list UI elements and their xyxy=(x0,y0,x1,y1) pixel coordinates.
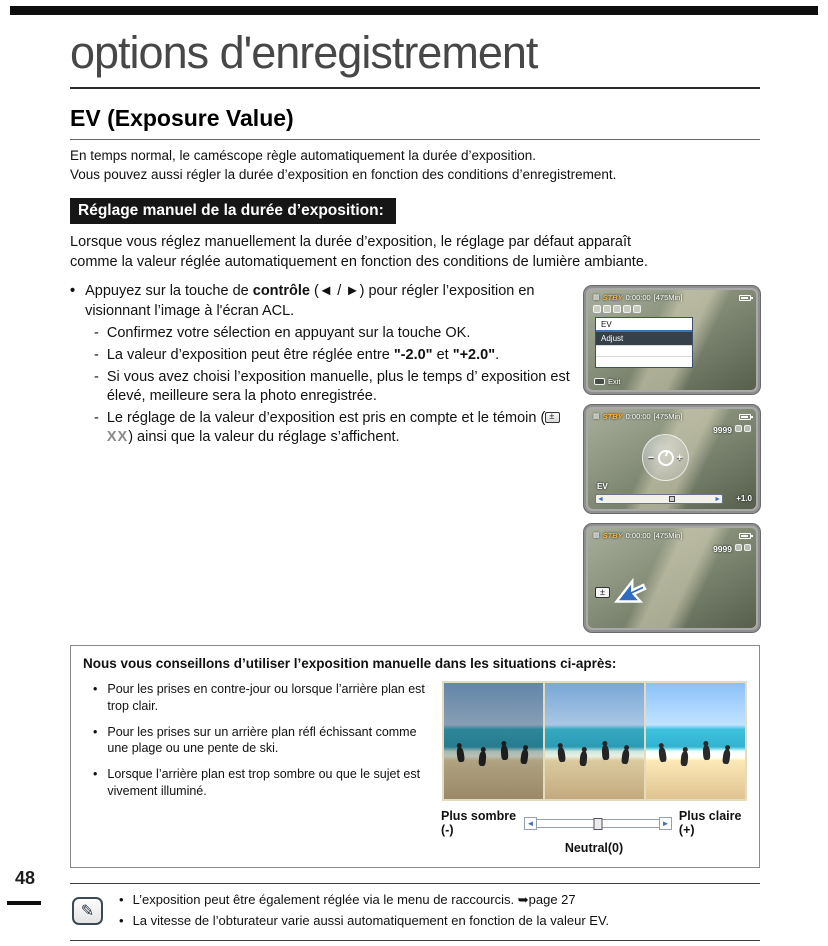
person-silhouette xyxy=(702,745,710,760)
note-list xyxy=(119,892,760,930)
person-silhouette xyxy=(621,749,630,765)
bullet-marker: • xyxy=(119,892,124,908)
scale-right-arrow-icon: ► xyxy=(659,817,672,830)
sub2-mid: et xyxy=(432,346,453,363)
ev-value: +1.0 xyxy=(736,494,752,504)
advice-box xyxy=(70,645,760,868)
lcd-screenshots-column xyxy=(584,286,760,632)
quality-icon xyxy=(735,425,742,432)
sub2-value-min: "-2.0" xyxy=(393,346,433,363)
dash-marker: - xyxy=(94,410,99,427)
ev-indicator-icon xyxy=(545,412,560,423)
sub2-value-max: "+2.0" xyxy=(452,346,496,363)
beach-photo-darker xyxy=(444,683,543,799)
description-line-1: Lorsque vous réglez manuellement la durée d’exposition, le réglage par défaut apparaît xyxy=(70,234,632,251)
person-silhouette xyxy=(722,749,731,765)
sub4-post: ) ainsi que la valeur du réglage s’affichent. xyxy=(128,429,400,446)
exposure-scale-row xyxy=(441,809,747,837)
menu-title: EV xyxy=(596,318,692,332)
exposure-scale xyxy=(524,817,672,830)
sub4-pre: Le réglage de la valeur d’exposition est pris en compte et le témoin ( xyxy=(106,410,546,427)
shortcut-icon-row xyxy=(593,305,641,313)
timecode: 0:00:00 xyxy=(625,293,651,303)
ev-label: EV xyxy=(597,482,608,492)
instruction-sub-2 xyxy=(94,346,570,365)
remaining-time: [475Min] xyxy=(653,531,683,541)
instructions-row xyxy=(70,282,760,632)
dash-marker: - xyxy=(94,324,99,341)
instruction-sub-3 xyxy=(94,368,570,406)
instructions-list xyxy=(70,282,570,632)
media-icon xyxy=(744,544,751,551)
person-silhouette xyxy=(520,749,529,765)
instruction-sub-1-text: Confirmez votre sélection en appuyant sur la touche OK. xyxy=(106,324,471,341)
person-silhouette xyxy=(478,750,486,766)
beach-photo-lighter xyxy=(646,683,745,799)
intro-paragraph xyxy=(70,147,760,184)
note-item-1 xyxy=(119,892,760,909)
ev-menu-panel xyxy=(595,317,693,368)
ev-slider xyxy=(595,494,723,504)
intro-line-1: En temps normal, le caméscope règle automatiquement la durée d’exposition. xyxy=(70,148,537,163)
ev-indicator-icon xyxy=(595,587,610,598)
note-item-2-text: La vitesse de l’obturateur varie aussi automatiquement en fonction de la valeur EV. xyxy=(132,913,610,929)
instruction-main-post: (◄ / ►) pour régler l’exposition en visionnant l’image à l'écran ACL. xyxy=(85,283,535,319)
lcd-status-bar xyxy=(593,531,751,540)
advice-bullet-2 xyxy=(93,724,431,757)
advice-bullet-3 xyxy=(93,766,431,799)
advice-bullet-1 xyxy=(93,681,431,714)
exit-hint xyxy=(594,377,621,386)
person-silhouette xyxy=(680,750,688,766)
record-mode-icon: ▦ xyxy=(593,294,600,302)
remaining-time: [475Min] xyxy=(653,412,683,422)
person-silhouette xyxy=(557,747,566,763)
advice-bullet-2-text: Pour les prises sur un arrière plan réfl échissant comme une plage ou une pente de ski. xyxy=(107,724,417,756)
dash-marker: - xyxy=(94,346,99,363)
bullet-marker: • xyxy=(93,682,98,697)
menu-button-icon xyxy=(594,378,605,385)
record-mode-icon: ▦ xyxy=(593,413,600,421)
instruction-main-pre: Appuyez sur la touche de xyxy=(85,283,253,300)
note-item-2 xyxy=(119,913,760,930)
timecode: 0:00:00 xyxy=(625,531,651,541)
neutral-label: Neutral(0) xyxy=(564,841,624,856)
mode-icon xyxy=(593,305,601,313)
sub4-value-placeholder: XX xyxy=(106,429,129,446)
slider-left-arrow-icon: ◄ xyxy=(597,496,604,504)
note-item-1-text: L’exposition peut être également réglée via le menu de raccourcis. ➥page 27 xyxy=(132,892,576,908)
intro-line-2: Vous pouvez aussi régler la durée d’exposition en fonction des conditions d’enregistrement. xyxy=(70,166,617,182)
sub2-post: . xyxy=(495,346,500,363)
timecode: 0:00:00 xyxy=(625,412,651,422)
instruction-main xyxy=(70,282,570,320)
page-number: 48 xyxy=(15,868,36,888)
beach-photo-neutral xyxy=(545,683,644,799)
dash-marker: - xyxy=(94,368,99,385)
lcd-screenshot-dial xyxy=(584,405,760,513)
photo-counter-icons xyxy=(735,544,751,551)
description-paragraph xyxy=(70,233,760,272)
section-heading: EV (Exposure Value) xyxy=(70,105,760,140)
lcd-status-bar xyxy=(593,293,751,302)
lcd-screenshot-result xyxy=(584,524,760,632)
exit-label: Exit xyxy=(608,377,621,387)
person-silhouette xyxy=(658,747,667,763)
cursor-arrow-icon xyxy=(612,570,648,606)
person-silhouette xyxy=(456,747,465,763)
notes-footer xyxy=(70,883,760,941)
remaining-time: [475Min] xyxy=(653,293,683,303)
instruction-sub-3-text: Si vous avez choisi l’exposition manuelle, plus le temps d’ exposition est élevé, meilleure sera la photo enregistrée. xyxy=(106,368,570,404)
advice-bullet-list xyxy=(83,681,431,855)
photo-counter: 9999 xyxy=(713,544,732,555)
advice-title: Nous vous conseillons d’utiliser l’exposition manuelle dans les situations ci-après: xyxy=(83,656,617,672)
mode-icon xyxy=(623,305,631,313)
slider-right-arrow-icon: ► xyxy=(714,496,721,504)
exposure-example-visual xyxy=(441,681,747,855)
dial-knob-icon xyxy=(657,450,673,466)
page-number-underline xyxy=(7,901,41,905)
quality-icon xyxy=(735,544,742,551)
person-silhouette xyxy=(601,745,609,760)
subsection-header: Réglage manuel de la durée d’exposition: xyxy=(70,198,396,224)
mode-icon xyxy=(603,305,611,313)
instruction-sub-4 xyxy=(94,409,570,447)
instruction-sublist xyxy=(70,324,570,448)
media-icon xyxy=(744,425,751,432)
bullet-marker: • xyxy=(70,283,76,300)
mode-icon xyxy=(613,305,621,313)
menu-empty-row xyxy=(596,356,692,367)
scale-track xyxy=(537,819,659,828)
lcd-status-bar xyxy=(593,412,751,421)
advice-bullet-1-text: Pour les prises en contre-jour ou lorsque l’arrière plan est trop clair. xyxy=(107,682,425,713)
chapter-title: options d'enregistrement xyxy=(70,27,760,89)
bullet-marker: • xyxy=(119,913,124,929)
beach-photo-strip xyxy=(442,681,747,801)
note-pencil-icon: ✎ xyxy=(72,897,103,925)
dial-plus-label: + xyxy=(676,451,683,464)
menu-empty-row xyxy=(596,345,692,356)
advice-bullet-3-text: Lorsque l’arrière plan est trop sombre ou que le sujet est vivement illuminé. xyxy=(107,767,421,798)
photo-counter: 9999 xyxy=(713,425,732,436)
darker-label: Plus sombre (-) xyxy=(441,809,517,838)
mode-icon xyxy=(633,305,641,313)
scale-neutral-marker xyxy=(593,818,602,830)
bullet-marker: • xyxy=(93,767,98,782)
manual-page-content xyxy=(70,27,760,941)
dial-minus-label: − xyxy=(647,451,655,464)
menu-item-adjust: Adjust xyxy=(596,332,692,345)
description-line-2: comme la valeur réglée automatiquement en fonction des conditions de lumière ambiante. xyxy=(70,253,648,270)
instruction-sub-1 xyxy=(94,324,570,343)
top-border-bar xyxy=(10,6,818,15)
slider-marker xyxy=(669,496,675,502)
battery-icon xyxy=(739,295,751,301)
battery-icon xyxy=(739,533,751,539)
lcd-screenshot-menu xyxy=(584,286,760,394)
instruction-main-text xyxy=(85,282,570,320)
battery-icon xyxy=(739,414,751,420)
instruction-sub-2-text xyxy=(107,346,499,365)
photo-counter-icons xyxy=(735,425,751,432)
stby-indicator: STBY xyxy=(602,531,623,541)
stby-indicator: STBY xyxy=(602,412,623,422)
instruction-main-bold: contrôle xyxy=(252,283,310,300)
scale-left-arrow-icon: ◄ xyxy=(524,817,537,830)
instruction-sub-4-text xyxy=(107,409,570,447)
stby-indicator: STBY xyxy=(602,293,623,303)
lighter-label: Plus claire (+) xyxy=(678,809,742,838)
person-silhouette xyxy=(500,745,508,760)
person-silhouette xyxy=(579,750,587,766)
record-mode-icon: ▦ xyxy=(593,532,600,540)
ev-dial xyxy=(642,434,689,481)
sub2-pre: La valeur d’exposition peut être réglée entre xyxy=(106,346,394,363)
bullet-marker: • xyxy=(93,724,98,739)
